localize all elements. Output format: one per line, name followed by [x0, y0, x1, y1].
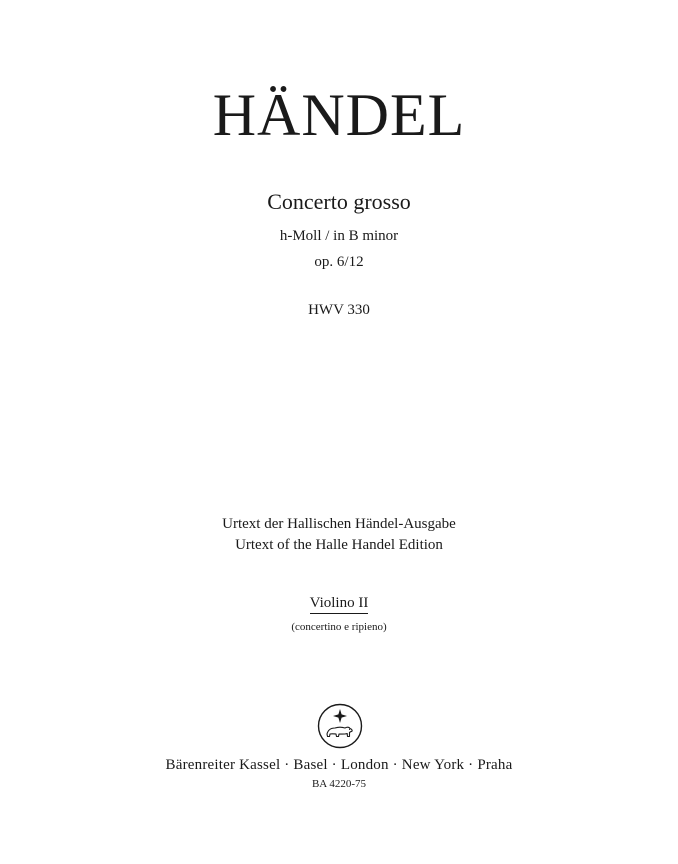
catalog-number: HWV 330 [308, 302, 370, 318]
part-note: (concertino e ripieno) [291, 621, 387, 633]
part-name: Violino II [310, 594, 369, 614]
work-title: Concerto grosso [267, 189, 411, 214]
composer-name: HÄNDEL [212, 82, 466, 148]
part-name-wrapper [0, 593, 678, 614]
work-key: h-Moll / in B minor [279, 228, 399, 244]
baerenreiter-bear-logo-icon [317, 703, 363, 749]
urtext-note-english: Urtext of the Halle Handel Edition [235, 537, 443, 553]
urtext-note-german: Urtext der Hallischen Händel-Ausgabe [222, 516, 456, 532]
edition-number: BA 4220-75 [311, 778, 367, 790]
publisher-places: Bärenreiter Kassel · Basel · London · New York · Praha [165, 757, 513, 773]
opus-number: op. 6/12 [314, 254, 364, 270]
